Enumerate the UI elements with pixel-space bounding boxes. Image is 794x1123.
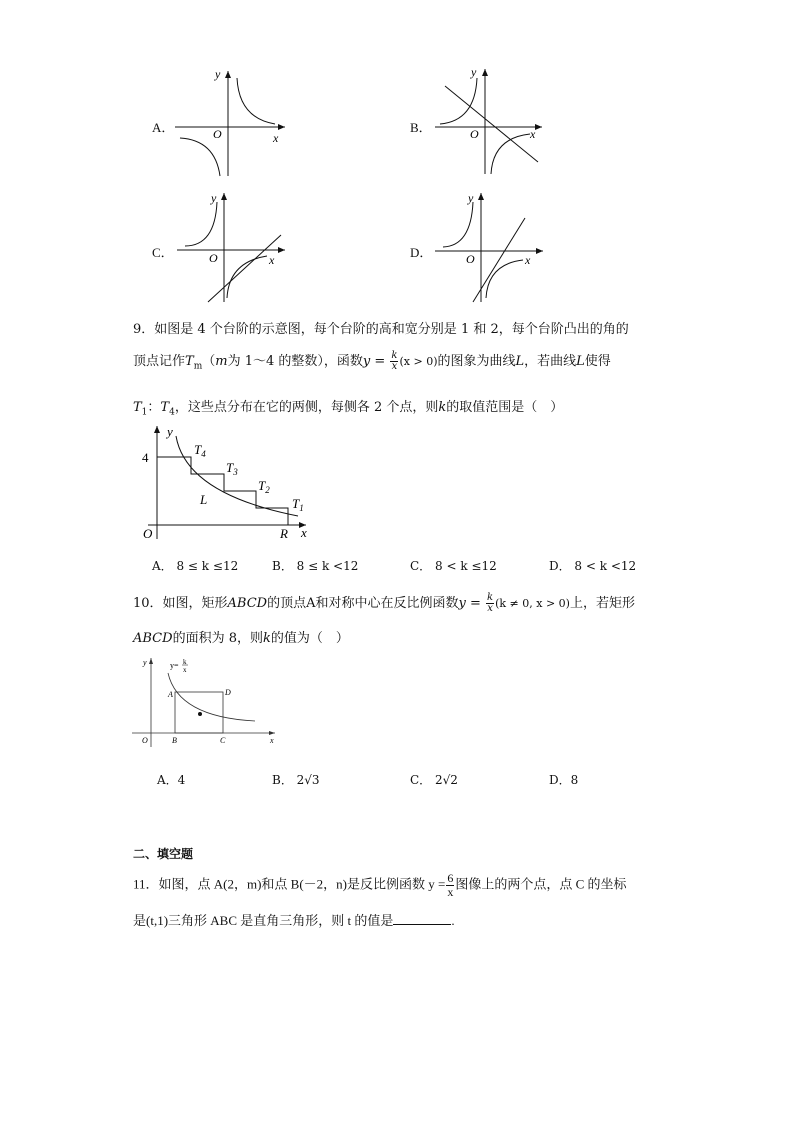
q9-staircase-figure [138, 424, 318, 544]
option-c-graph [175, 190, 290, 305]
fn-y-label: y= [170, 661, 179, 670]
x-axis-label: x [273, 131, 279, 145]
q11-line2: 是(t,1)三角形 ABC 是直角三角形，则 t 的值是 . [133, 913, 455, 928]
q10-line2: ABCD的面积为 8，则k的值为（ ） [133, 631, 349, 646]
option-d-graph [433, 190, 548, 305]
t4-label: $T_4$ [194, 442, 206, 459]
q10-choice-d: D．8 [549, 773, 579, 787]
x-axis-label: x [530, 127, 536, 141]
origin-label: O [142, 736, 148, 745]
q9-choice-b: B． 8 ≤ k <12 [272, 559, 359, 573]
point-d-label: D [225, 688, 231, 697]
q9-line2: 顶点记作$T_m(m$为 1～4 的整数），函数y = $\frac{k}{x}$ (x > 0)的图象为曲线L，若曲线L使得 [133, 350, 611, 372]
q9-line3: $T_1$：$T_4$，这些点分布在它的两侧，每侧各 2 个点，则k的取值范围是（ ） [133, 400, 564, 418]
point-a-label: A [168, 690, 173, 699]
q9-choice-c: C． 8 < k ≤12 [410, 559, 497, 573]
point-c-label: C [220, 736, 226, 745]
option-a-label: A． [152, 120, 175, 135]
x-axis-label: x [269, 253, 275, 267]
q9-choice-d: D． 8 < k <12 [549, 559, 637, 573]
tick-4: 4 [142, 450, 149, 465]
x-axis-label: x [301, 525, 307, 540]
fn-x-label: x [183, 666, 187, 674]
t3-label: $T_3$ [226, 460, 238, 477]
x-axis-label: x [525, 253, 531, 267]
x-axis-label: x [270, 736, 274, 745]
q10-choice-c: C． 2√2 [410, 773, 458, 787]
option-b-label: B． [410, 120, 432, 135]
option-c-label: C． [152, 245, 174, 260]
q11-line1: 11．如图，点 A(2，m)和点 B(－2，n)是反比例函数 y = $\frac{6}{x}$ 图像上的两个点，点 C 的坐标 [133, 871, 627, 899]
q9-line1: 9．如图是 4 个台阶的示意图，每个台阶的高和宽分别是 1 和 2，每个台阶凸出的角的 [133, 322, 629, 337]
y-axis-label: y [143, 658, 147, 667]
q10-choice-b: B． 2√3 [272, 773, 320, 787]
origin-label: O [209, 251, 218, 265]
q10-rectangle-figure [130, 655, 280, 750]
y-axis-label: y [211, 191, 217, 205]
option-d-label: D． [410, 245, 433, 260]
curve-l-label: L [200, 492, 208, 507]
origin-label: O [466, 252, 475, 266]
option-a-graph [175, 68, 290, 178]
section-title: 二、填空题 [133, 847, 194, 861]
point-b-label: B [172, 736, 177, 745]
origin-label: O [143, 526, 153, 541]
option-b-graph [430, 66, 545, 176]
origin-label: O [470, 127, 479, 141]
y-axis-label: y [215, 68, 221, 81]
answer-blank[interactable] [393, 912, 451, 925]
y-axis-label: y [471, 66, 477, 79]
y-axis-label: y [468, 191, 474, 205]
origin-label: O [213, 127, 222, 141]
q9-choice-a: A． 8 ≤ k ≤12 [152, 559, 239, 573]
point-r-label: R [280, 526, 288, 541]
y-axis-label: y [167, 424, 173, 439]
t2-label: $T_2$ [258, 478, 270, 495]
fn-k-label: k [183, 658, 187, 666]
t1-label: $T_1$ [292, 496, 304, 513]
q10-choice-a: A．4 [157, 773, 186, 787]
q10-line1: 10．如图，矩形ABCD的顶点A和对称中心在反比例函数y = $\frac{k}{x}$ (k ≠ 0, x > 0)上，若矩形 [133, 592, 635, 614]
